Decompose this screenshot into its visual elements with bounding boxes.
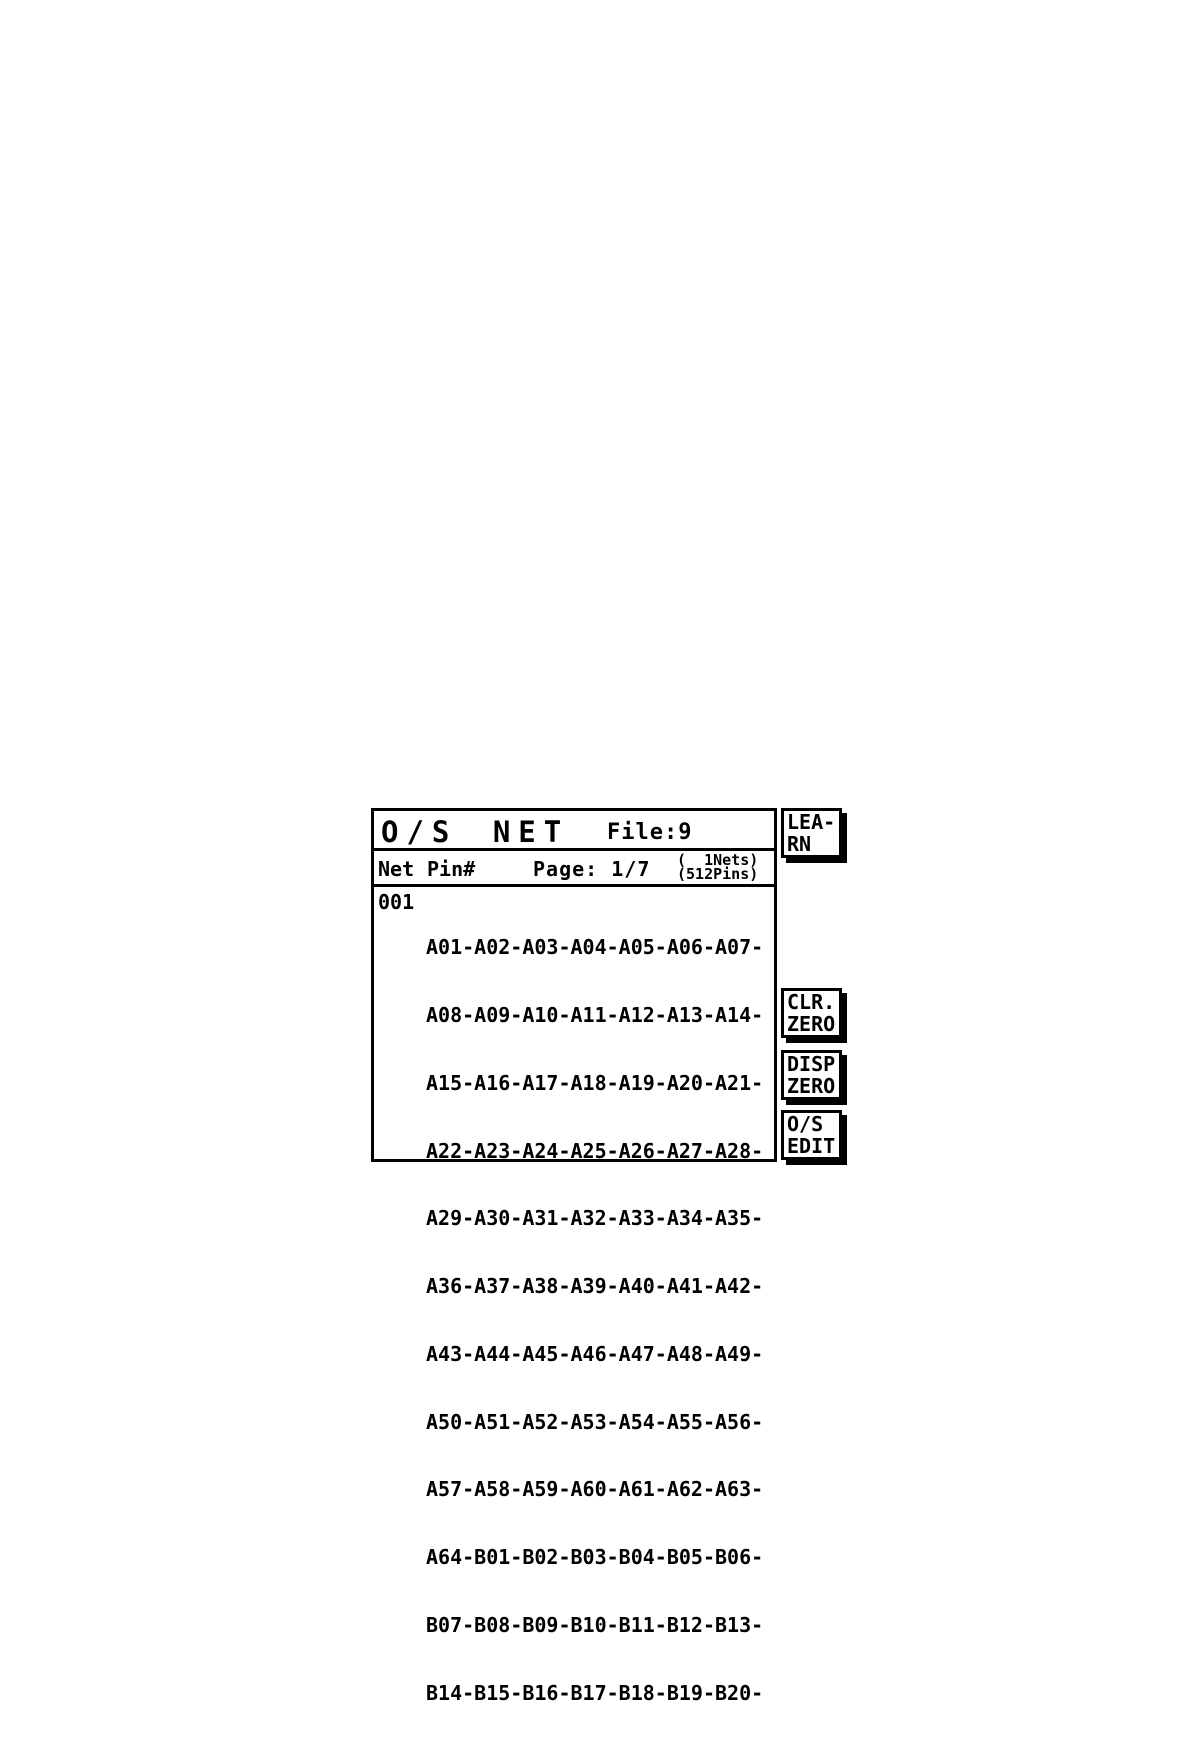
pins-count: (512Pins) [677, 865, 759, 883]
pin-column-header: Pin# [427, 857, 476, 881]
page-indicator: Page: 1/7 [533, 857, 651, 881]
title-bar [374, 811, 774, 851]
nets-count: ( 1Nets) [677, 851, 759, 869]
learn-button-label2: RN [787, 831, 812, 856]
net-column-header: Net [378, 857, 415, 881]
pin-line: A50-A51-A52-A53-A54-A55-A56- [426, 1409, 764, 1434]
list-header-row [374, 851, 774, 887]
os-edit-button-label: O/S [787, 1112, 824, 1136]
pin-line: A15-A16-A17-A18-A19-A20-A21- [426, 1070, 764, 1095]
pin-line: A36-A37-A38-A39-A40-A41-A42- [426, 1274, 764, 1299]
pin-line: A57-A58-A59-A60-A61-A62-A63- [426, 1477, 764, 1502]
pin-line: A08-A09-A10-A11-A12-A13-A14- [426, 1002, 764, 1027]
pin-line: B07-B08-B09-B10-B11-B12-B13- [426, 1613, 764, 1637]
learn-button[interactable] [781, 808, 842, 858]
display-zero-button-label2: ZERO [787, 1073, 836, 1098]
pin-line: A64-B01-B02-B03-B04-B05-B06- [426, 1545, 764, 1570]
net-pin-list [374, 887, 774, 1750]
os-net-display-panel [371, 808, 777, 1705]
clear-zero-button-label2: ZERO [787, 1011, 836, 1036]
display-zero-button-label: DISP [787, 1052, 836, 1076]
file-number-label: File:9 [607, 820, 693, 845]
pin-line: A29-A30-A31-A32-A33-A34-A35- [426, 1206, 764, 1231]
os-edit-button-label2: EDIT [787, 1133, 836, 1158]
pin-lines [426, 891, 774, 1750]
clear-zero-button[interactable] [781, 988, 842, 1038]
page-title: O/S NET [381, 815, 570, 849]
clear-zero-button-label: CLR. [787, 990, 836, 1014]
pin-line: A22-A23-A24-A25-A26-A27-A28- [426, 1138, 764, 1163]
pin-line: B14-B15-B16-B17-B18-B19-B20- [426, 1680, 764, 1705]
pin-line: A01-A02-A03-A04-A05-A06-A07- [426, 935, 764, 960]
pin-line: A43-A44-A45-A46-A47-A48-A49- [426, 1341, 764, 1366]
learn-button-label: LEA- [787, 810, 836, 834]
display-zero-button[interactable] [781, 1050, 842, 1100]
nets-pins-count [677, 853, 758, 881]
net-id: 001 [378, 890, 415, 914]
os-edit-button[interactable] [781, 1110, 842, 1160]
